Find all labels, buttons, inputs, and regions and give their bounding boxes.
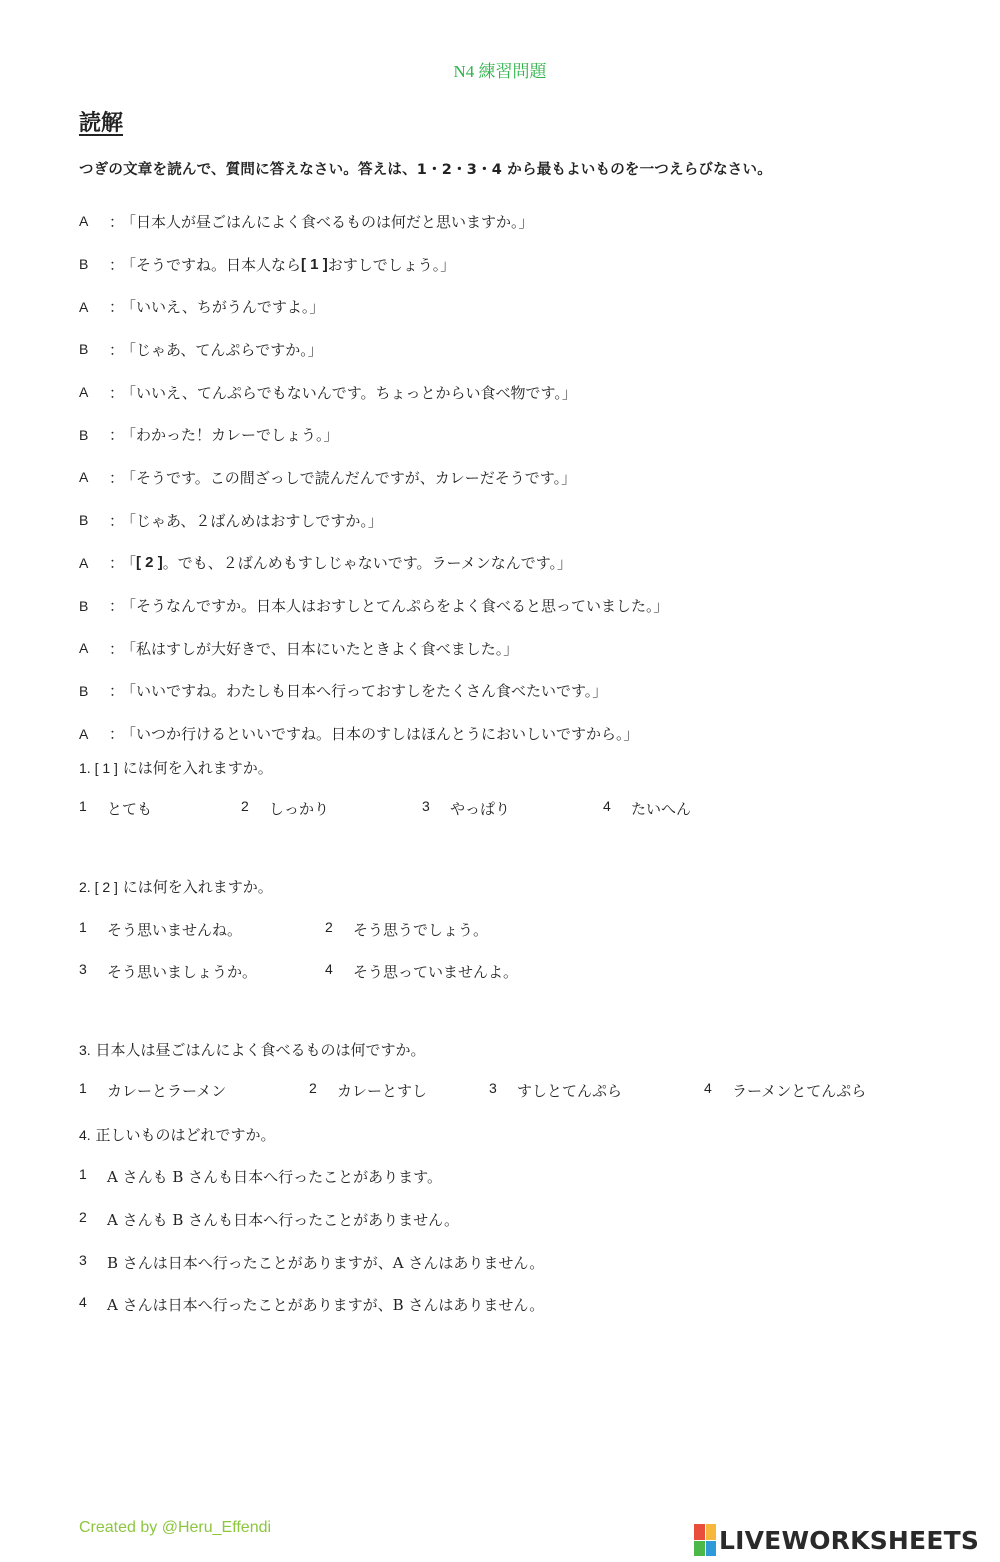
colon-separator: ： <box>109 298 125 317</box>
line-text: おすしでしょう。」 <box>327 255 456 274</box>
colon-separator: ： <box>109 511 125 530</box>
option-number: 2 <box>309 1080 317 1096</box>
options-row <box>79 1209 979 1233</box>
option-number: 1 <box>79 798 87 814</box>
colon-separator: ： <box>109 554 125 573</box>
speaker-label: B <box>79 597 89 614</box>
dialogue-line <box>79 499 669 542</box>
logo-icon <box>694 1524 716 1556</box>
speaker-label: A <box>79 640 89 657</box>
speaker-label: B <box>79 682 89 699</box>
answer-option[interactable] <box>309 1080 427 1101</box>
answer-option[interactable] <box>79 1080 226 1101</box>
option-number: 4 <box>704 1080 712 1096</box>
question-text: には何を入れますか。 <box>117 878 273 896</box>
option-number: 1 <box>79 1166 87 1182</box>
creator-credit: Created by @Heru_Effendi <box>79 1519 272 1536</box>
logo-block <box>706 1524 717 1540</box>
option-text: とても <box>107 800 153 818</box>
logo-block <box>694 1524 705 1540</box>
answer-option[interactable] <box>325 919 488 940</box>
question-number: 2. [ 2 ] <box>79 879 118 895</box>
option-number: 4 <box>79 1294 87 1310</box>
question-text: 正しいものはどれですか。 <box>90 1126 276 1144</box>
liveworksheets-logo <box>694 1524 979 1556</box>
line-text: 「じゃあ、２ばんめはおすしですか。」 <box>121 511 383 530</box>
option-number: 1 <box>79 1080 87 1096</box>
line-text: 。でも、２ばんめもすしじゃないです。ラーメンなんです。」 <box>162 554 573 573</box>
colon-separator: ： <box>109 597 125 616</box>
answer-option[interactable] <box>79 1252 544 1273</box>
line-text: 「そうなんですか。日本人はおすしとてんぷらをよく食べると思っていました。」 <box>121 597 669 616</box>
option-number: 2 <box>241 798 249 814</box>
line-text: 「私はすしが大好きで、日本にいたときよく食べました。」 <box>121 639 519 658</box>
answer-option[interactable] <box>325 961 518 982</box>
line-text: 「いつか行けるといいですね。日本のすしはほんとうにおいしいですから。」 <box>121 725 639 744</box>
speaker-label: A <box>79 298 89 315</box>
dialogue-line <box>79 243 669 286</box>
colon-separator: ： <box>109 639 125 658</box>
line-text: 「日本人が昼ごはんによく食べるものは何だと思いますか。」 <box>121 212 534 231</box>
dialogue-line <box>79 328 669 371</box>
speaker-label: B <box>79 256 89 273</box>
question-prompt <box>79 876 273 897</box>
speaker-label: B <box>79 426 89 443</box>
line-text: 「じゃあ、てんぷらですか。」 <box>121 340 323 359</box>
answer-option[interactable] <box>79 798 152 819</box>
colon-separator: ： <box>109 468 125 487</box>
question-prompt <box>79 1124 275 1145</box>
colon-separator: ： <box>109 255 125 274</box>
options-row <box>79 1166 979 1190</box>
line-text: 「 <box>121 554 137 573</box>
option-text: やっぱり <box>450 800 511 818</box>
options-row <box>79 1252 979 1276</box>
line-text: 「いいえ、ちがうんですよ。」 <box>121 298 325 317</box>
colon-separator: ： <box>109 426 125 445</box>
dialogue-line <box>79 542 669 585</box>
dialogue-line <box>79 413 669 456</box>
colon-separator: ： <box>109 383 125 402</box>
colon-separator: ： <box>109 212 125 231</box>
brand-name: LIVEWORKSHEETS <box>719 1525 980 1555</box>
colon-separator: ： <box>109 725 125 744</box>
option-number: 2 <box>79 1209 87 1225</box>
option-text: そう思っていませんよ。 <box>353 963 519 981</box>
line-text: 「そうですね。日本人なら <box>121 255 302 274</box>
dialogue-line <box>79 285 669 328</box>
speaker-label: A <box>79 554 89 571</box>
question-number: 3. <box>79 1042 91 1058</box>
option-number: 3 <box>79 1252 87 1268</box>
dialogue-line <box>79 371 669 414</box>
line-text: 「いいですね。わたしも日本へ行っておすしをたくさん食べたいです。」 <box>121 682 608 701</box>
answer-option[interactable] <box>79 1166 442 1187</box>
blank-marker: [ 2 ] <box>136 554 163 572</box>
speaker-label: A <box>79 384 89 401</box>
option-text: しっかり <box>269 800 330 818</box>
options-row <box>79 961 979 985</box>
options-row <box>79 1294 979 1318</box>
option-text: たいへん <box>631 800 692 818</box>
dialogue-line <box>79 200 669 243</box>
option-number: 4 <box>603 798 611 814</box>
question-number: 1. [ 1 ] <box>79 760 118 776</box>
question-text: 日本人は昼ごはんによく食べるものは何ですか。 <box>90 1041 426 1059</box>
answer-option[interactable] <box>241 798 329 819</box>
colon-separator: ： <box>109 340 125 359</box>
speaker-label: B <box>79 512 89 529</box>
page-title: N4 練習問題 <box>453 62 547 81</box>
answer-option[interactable] <box>489 1080 622 1101</box>
dialogue-line <box>79 456 669 499</box>
question-prompt <box>79 757 273 778</box>
answer-option[interactable] <box>79 961 257 982</box>
section-heading: 読解 <box>79 111 124 136</box>
option-number: 1 <box>79 919 87 935</box>
answer-option[interactable] <box>603 798 691 819</box>
option-text: そう思いませんね。 <box>107 921 243 939</box>
dialogue-list <box>79 200 669 755</box>
option-text: ラーメンとてんぷら <box>732 1082 867 1100</box>
speaker-label: A <box>79 213 89 230</box>
option-text: カレーとラーメン <box>107 1082 227 1100</box>
dialogue-line <box>79 627 669 670</box>
answer-option[interactable] <box>422 798 510 819</box>
line-text: 「そうです。この間ざっしで読んだんですが、カレーだそうです。」 <box>121 468 577 487</box>
options-row <box>79 798 979 822</box>
options-row <box>79 919 979 943</box>
option-number: 4 <box>325 961 333 977</box>
dialogue-line <box>79 670 669 713</box>
option-number: 2 <box>325 919 333 935</box>
answer-option[interactable] <box>704 1080 866 1101</box>
answer-option[interactable] <box>79 919 242 940</box>
answer-option[interactable] <box>79 1209 459 1230</box>
question-text: には何を入れますか。 <box>117 759 273 777</box>
option-text: そう思いましょうか。 <box>107 963 258 981</box>
instruction-text: つぎの文章を読んで、質問に答えなさい。答えは、1・2・3・4 から最もよいものを一つえらびなさい。 <box>79 162 772 178</box>
option-text: A さんは日本へ行ったことがありますが、B さんはありません。 <box>107 1296 545 1314</box>
speaker-label: A <box>79 725 89 742</box>
answer-option[interactable] <box>79 1294 544 1315</box>
speaker-label: B <box>79 341 89 358</box>
colon-separator: ： <box>109 682 125 701</box>
option-text: A さんも B さんも日本へ行ったことがあります。 <box>107 1168 442 1186</box>
option-number: 3 <box>422 798 430 814</box>
logo-block <box>694 1541 705 1557</box>
option-text: すしとてんぷら <box>517 1082 623 1100</box>
options-row <box>79 1080 979 1104</box>
option-text: A さんも B さんも日本へ行ったことがありません。 <box>107 1211 460 1229</box>
blank-marker: [ 1 ] <box>301 255 328 273</box>
option-text: そう思うでしょう。 <box>353 921 489 939</box>
option-text: B さんは日本へ行ったことがありますが、A さんはありません。 <box>107 1254 545 1272</box>
question-prompt <box>79 1039 425 1060</box>
line-text: 「いいえ、てんぷらでもないんです。ちょっとからい食べ物です。」 <box>121 383 577 402</box>
option-number: 3 <box>489 1080 497 1096</box>
line-text: 「わかった！カレーでしょう。」 <box>121 426 339 445</box>
question-number: 4. <box>79 1127 91 1143</box>
dialogue-line <box>79 712 669 755</box>
option-text: カレーとすし <box>337 1082 428 1100</box>
option-number: 3 <box>79 961 87 977</box>
logo-block <box>706 1541 717 1557</box>
dialogue-line <box>79 584 669 627</box>
speaker-label: A <box>79 469 89 486</box>
